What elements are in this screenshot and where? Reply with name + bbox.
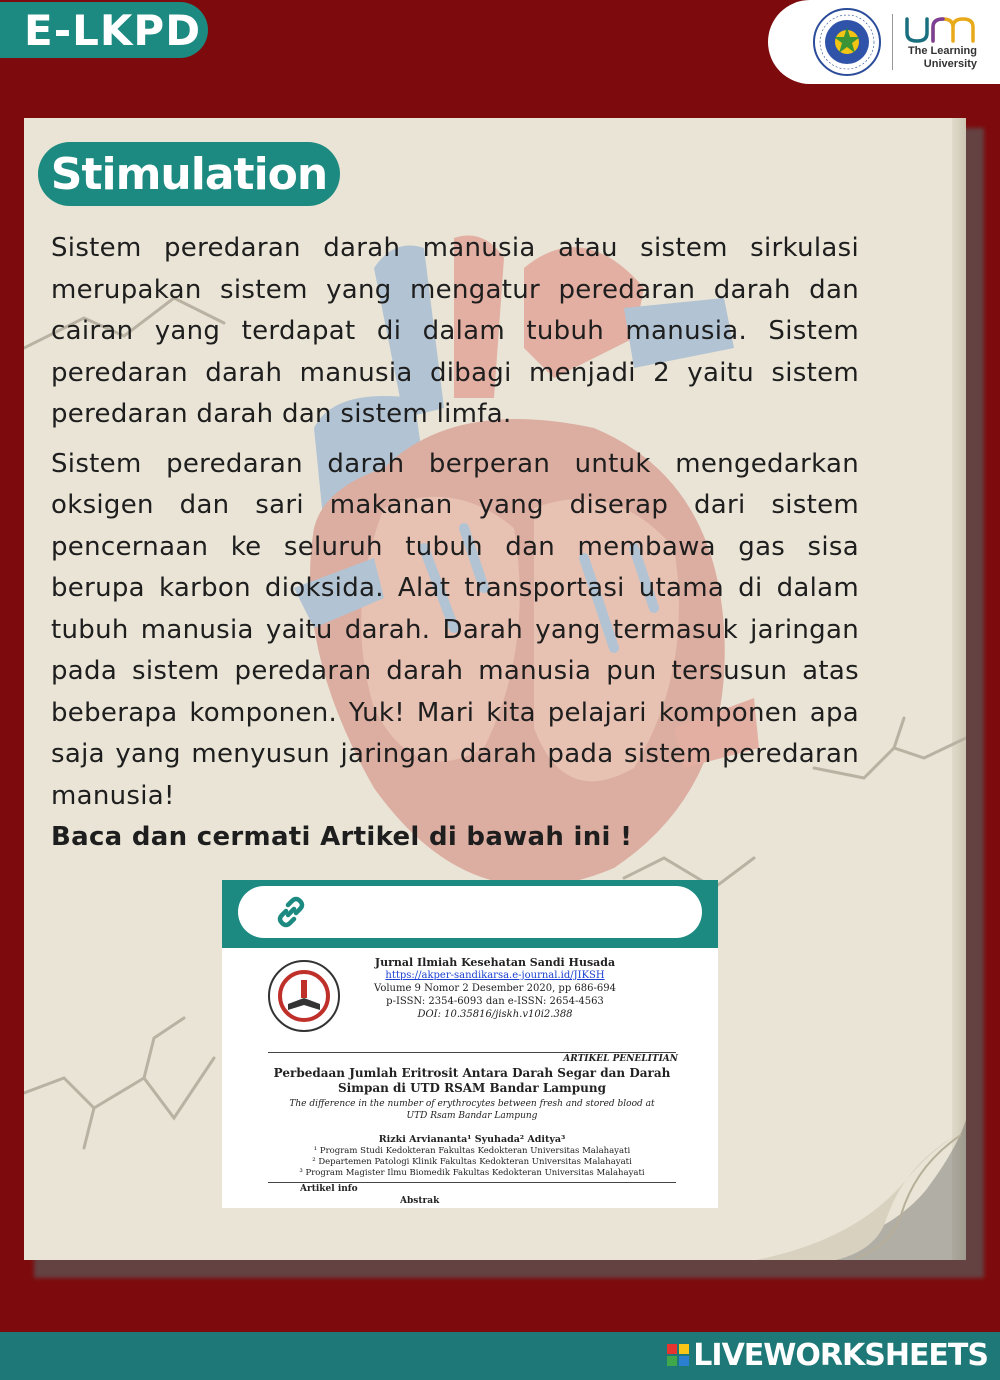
logo-tagline-1: The Learning [907,45,977,57]
article-title: Perbedaan Jumlah Eritrosit Antara Darah Segar dan Darah Simpan di UTD RSAM Bandar Lampung [273,1066,671,1095]
article-authors: Rizki Arviananta¹ Syuhada² Aditya³ [378,1134,566,1145]
instruction-text: Baca dan cermati Artikel di bawah ini ! [51,822,633,852]
info-rule [268,1182,676,1183]
page-curl [756,1120,966,1260]
um-wordmark [903,13,977,71]
affiliation-3: ³ Program Magister Ilmu Biomedik Fakultas Kedokteran Universitas Malahayati [299,1168,645,1178]
journal-volume: Volume 9 Nomor 2 Desember 2020, pp 686-694 [374,983,616,994]
journal-meta [360,956,630,1021]
university-seal-icon [812,7,882,77]
section-title-badge [38,142,340,206]
paragraph-1: Sistem peredaran darah manusia atau sistem sirkulasi merupakan sistem yang mengatur peredaran darah dan cairan yang terdapat di dalam tubuh manusia. Sistem peredaran darah manusia dibagi menjadi 2 yaitu sistem peredaran darah dan sistem limfa. [51,233,859,429]
journal-seal-icon [266,958,342,1034]
elkpd-badge [0,2,208,58]
journal-doi: DOI: 10.35816/jiskh.v10i2.388 [417,1009,573,1020]
article-type-label: ARTIKEL PENELITIAN [563,1054,678,1064]
header-rule [268,1052,676,1053]
article-affiliations [252,1146,692,1179]
university-logo [768,0,1000,84]
brand-title: E-LKPD [24,5,202,55]
paragraph-2: Sistem peredaran darah berperan untuk mengedarkan oksigen dan sari makanan yang diserap dari sistem pencernaan ke seluruh tubuh dan membawa gas sisa berupa karbon dioksida. Alat transportasi utama di dalam tubuh manusia yaitu darah. Darah yang termasuk jaringan pada sistem peredaran darah manusia pun tersusun atas beberapa komponen. Yuk! Mari kita pelajari komponen apa saja yang menyusun jaringan darah pada sistem peredaran manusia! [51,448,859,811]
logo-tagline-2: University [923,58,977,70]
paper-sheet [24,118,966,1260]
logo-divider [892,14,893,70]
stimulation-text [51,228,859,867]
article-card[interactable] [222,880,718,1208]
journal-url[interactable]: https://akper-sandikarsa.e-journal.id/JIKSH [385,970,605,981]
liveworksheets-grid-icon [667,1344,689,1366]
liveworksheets-text: LIVEWORKSHEETS [693,1337,988,1373]
section-title: Stimulation [50,148,328,200]
article-subtitle: The difference in the number of erythrocytes between fresh and stored blood at UTD Rsam Bandar Lampung [289,1099,655,1121]
article-info-label: Artikel info [300,1184,358,1194]
liveworksheets-logo[interactable] [667,1338,988,1372]
article-abstract-label: Abstrak [400,1196,440,1206]
article-link-bar[interactable] [238,886,702,938]
journal-header [222,956,718,1044]
link-icon[interactable] [274,895,308,929]
affiliation-2: ² Departemen Patologi Klinik Fakultas Kedokteran Universitas Malahayati [312,1157,632,1167]
um-logo-icon [903,13,977,45]
affiliation-1: ¹ Program Studi Kedokteran Fakultas Kedokteran Universitas Malahayati [313,1146,631,1156]
journal-issn: p-ISSN: 2354-6093 dan e-ISSN: 2654-4563 [386,996,604,1007]
journal-name: Jurnal Ilmiah Kesehatan Sandi Husada [374,956,616,969]
article-link-header [222,880,718,948]
